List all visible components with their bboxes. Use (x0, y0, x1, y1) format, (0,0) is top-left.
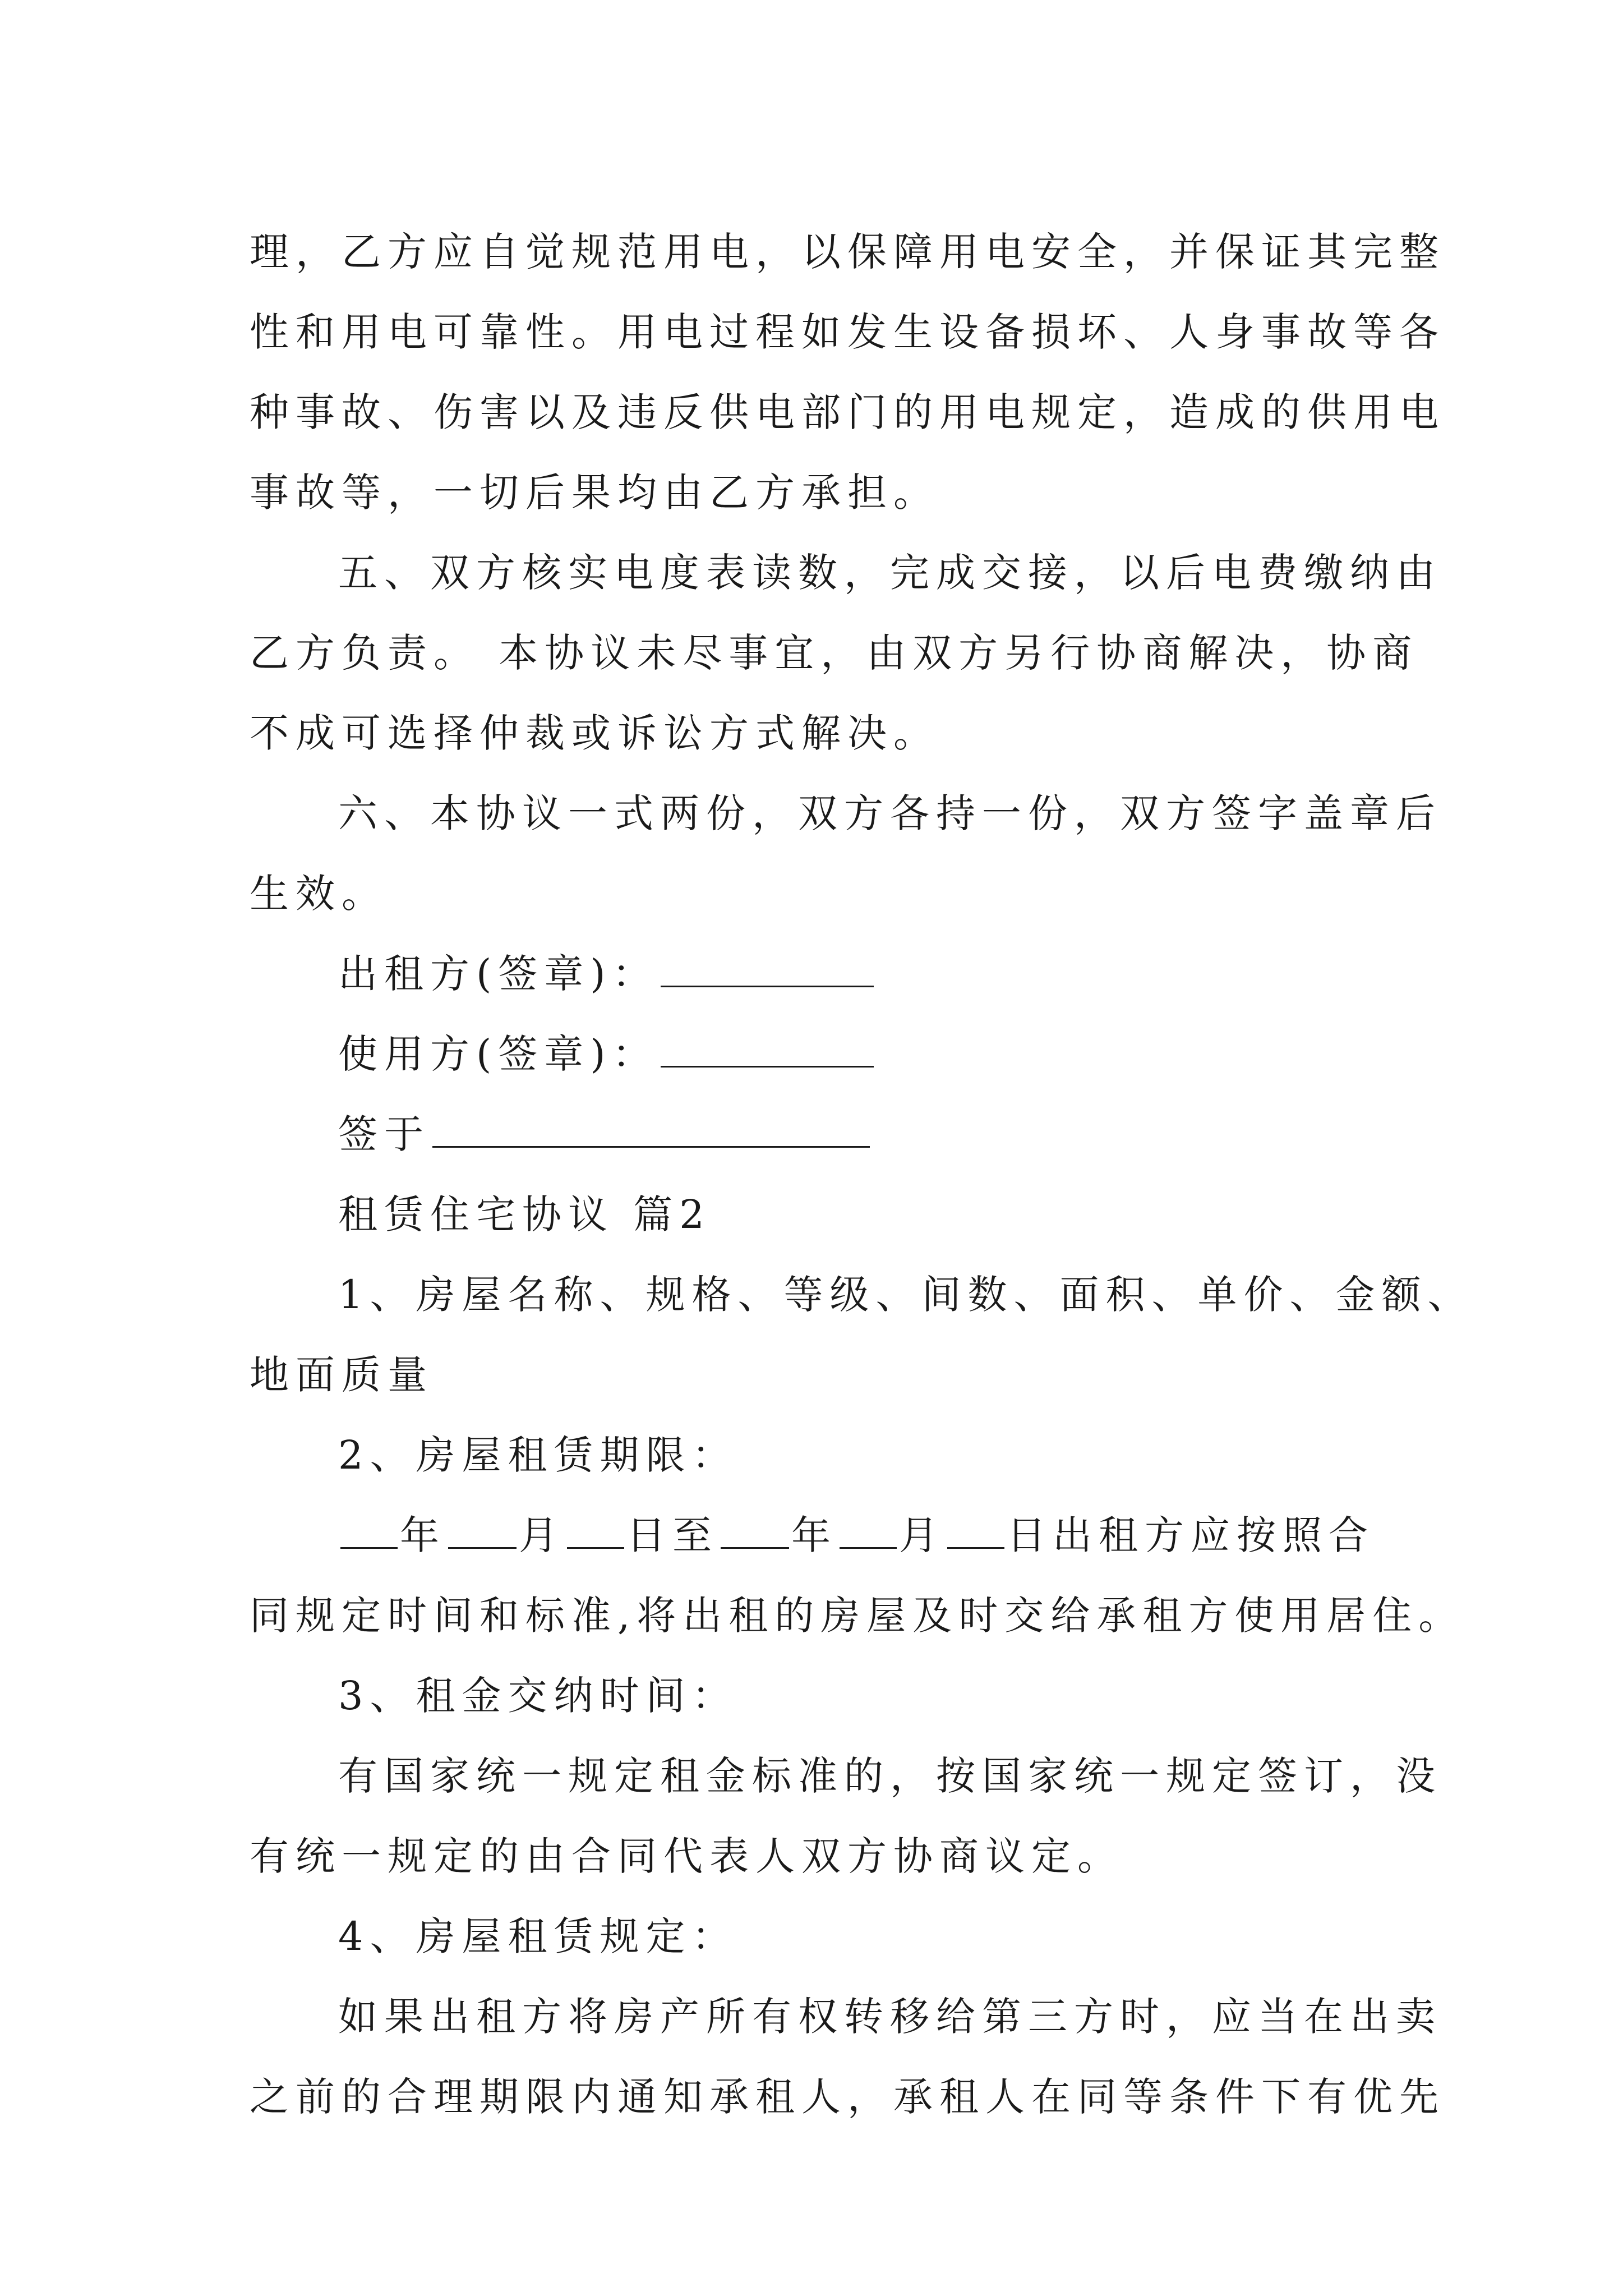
clause-five-line: 五、双方核实电度表读数，完成交接，以后电费缴纳由 (338, 550, 1442, 596)
paragraph-line: 生效。 (250, 871, 388, 917)
lessor-signature-row (250, 934, 1405, 1014)
start-day-label: 日至 (626, 1512, 718, 1558)
paragraph-line: 性和用电可靠性。用电过程如发生设备损坏、人身事故等各 (250, 309, 1445, 355)
signed-at-label: 签于 (338, 1111, 430, 1157)
start-month-blank[interactable] (448, 1508, 517, 1549)
signed-at-blank[interactable] (432, 1107, 870, 1148)
paragraph-line: 之前的合理期限内通知承租人，承租人在同等条件下有优先 (250, 2074, 1445, 2120)
section-title: 租赁住宅协议 篇2 (338, 1191, 711, 1237)
lessor-signature-blank[interactable] (661, 946, 874, 987)
paragraph-line: 种事故、伤害以及违反供电部门的用电规定，造成的供用电 (250, 389, 1445, 435)
paragraph-line: 乙方负责。 本协议未尽事宜，由双方另行协商解决，协商 (250, 630, 1419, 676)
clause-six-line: 六、本协议一式两份，双方各持一份，双方签字盖章后 (338, 790, 1442, 836)
user-signature-row (250, 1014, 1405, 1094)
paragraph-line: 地面质量 (250, 1352, 434, 1398)
start-year-label: 年 (400, 1512, 446, 1558)
start-month-label: 月 (519, 1512, 565, 1558)
paragraph-line: 理，乙方应自觉规范用电，以保障用电安全，并保证其完整 (250, 229, 1445, 275)
paragraph-line: 同规定时间和标准,将出租的房屋及时交给承租方使用居住。 (250, 1593, 1465, 1639)
lease-period-row (250, 1496, 1405, 1576)
start-day-blank[interactable] (567, 1508, 624, 1549)
start-year-blank[interactable] (340, 1508, 398, 1549)
paragraph-line: 有国家统一规定租金标准的，按国家统一规定签订，没 (338, 1753, 1442, 1799)
paragraph-line: 不成可选择仲裁或诉讼方式解决。 (250, 710, 939, 756)
end-day-blank[interactable] (947, 1508, 1004, 1549)
end-year-label: 年 (791, 1512, 837, 1558)
end-year-blank[interactable] (721, 1508, 789, 1549)
user-signature-label: 使用方(签章)： (338, 1031, 658, 1077)
end-month-blank[interactable] (840, 1508, 897, 1549)
item-three-heading: 3、租金交纳时间： (338, 1673, 738, 1719)
paragraph-line: 事故等，一切后果均由乙方承担。 (250, 470, 939, 516)
signed-at-row (250, 1094, 1405, 1175)
item-two-heading: 2、房屋租赁期限： (338, 1432, 738, 1478)
item-one-line: 1、房屋名称、规格、等级、间数、面积、单价、金额、 (338, 1272, 1474, 1318)
paragraph-line: 有统一规定的由合同代表人双方协商议定。 (250, 1833, 1123, 1879)
user-signature-blank[interactable] (661, 1027, 874, 1068)
item-four-heading: 4、房屋租赁规定： (338, 1913, 738, 1959)
document-body (250, 212, 1474, 2137)
lessor-signature-label: 出租方(签章)： (338, 951, 658, 997)
paragraph-line: 如果出租方将房产所有权转移给第三方时，应当在出卖 (338, 1994, 1442, 2040)
lease-period-text: 日出租方应按照合 (1007, 1512, 1375, 1558)
end-month-label: 月 (899, 1512, 945, 1558)
